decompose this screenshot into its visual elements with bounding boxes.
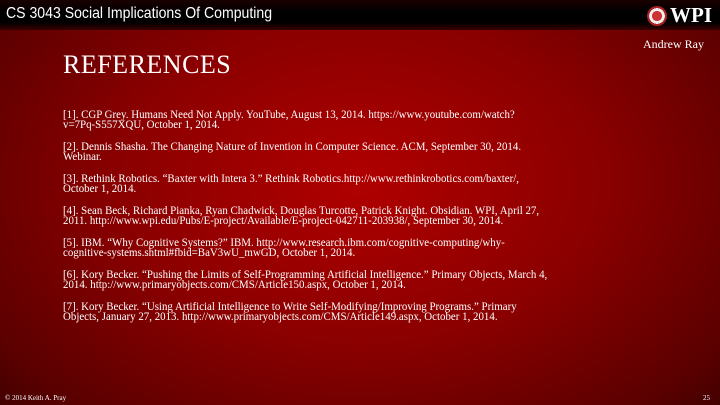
wpi-logo [647,3,712,28]
reference-line: [4]. Sean Beck, Richard Pianka, Ryan Chadwick, Douglas Turcotte, Patrick Knight. Obsidian. WPI, April 27, [63,204,540,217]
course-title: CS 3043 Social Implications Of Computing [6,5,273,22]
reference-item [63,270,683,290]
reference-list [63,110,683,334]
reference-line: 2011. http://www.wpi.edu/Pubs/E-project/Available/E-project-042711-203938/, September 30, 2014. [63,214,504,227]
reference-item [63,238,683,258]
reference-item [63,142,683,162]
reference-line: cognitive-systems.shtml#fbid=BaV3wU_mwGD, October 1, 2014. [63,246,356,259]
page-number: 25 [703,394,710,402]
reference-line: [2]. Dennis Shasha. The Changing Nature of Invention in Computer Science. ACM, September 30, 2014. [63,140,522,153]
reference-line: [7]. Kory Becker. “Using Artificial Intelligence to Write Self-Modifying/Improving Programs.” Primary [63,300,517,313]
reference-line: [6]. Kory Becker. “Pushing the Limits of Self-Programming Artificial Intelligence.” Primary Objects, March 4, [63,268,548,281]
reference-item [63,302,683,322]
slide-title: REFERENCES [63,50,232,79]
copyright: © 2014 Keith A. Pray [5,394,67,402]
reference-line: 2014. http://www.primaryobjects.com/CMS/Article150.aspx, October 1, 2014. [63,278,406,291]
reference-line: Objects, January 27, 2013. http://www.primaryobjects.com/CMS/Article149.aspx, October 1, 2014. [63,310,498,323]
wpi-seal-icon [647,6,667,26]
reference-item [63,206,683,226]
reference-line: Webinar. [63,150,102,163]
author-name: Andrew Ray [643,37,704,51]
header-bar [0,0,720,30]
reference-item [63,110,683,130]
wpi-logo-text: WPI [670,3,712,27]
reference-line: [3]. Rethink Robotics. “Baxter with Intera 3.” Rethink Robotics.http://www.rethinkrobotics.com/baxter/, [63,172,520,185]
reference-line: [5]. IBM. “Why Cognitive Systems?” IBM. http://www.research.ibm.com/cognitive-computing/why- [63,236,505,249]
reference-item [63,174,683,194]
reference-line: [1]. CGP Grey. Humans Need Not Apply. YouTube, August 13, 2014. https://www.youtube.com/watch? [63,108,515,121]
reference-line: October 1, 2014. [63,182,137,195]
reference-line: v=7Pq-S557XQU, October 1, 2014. [63,118,220,131]
